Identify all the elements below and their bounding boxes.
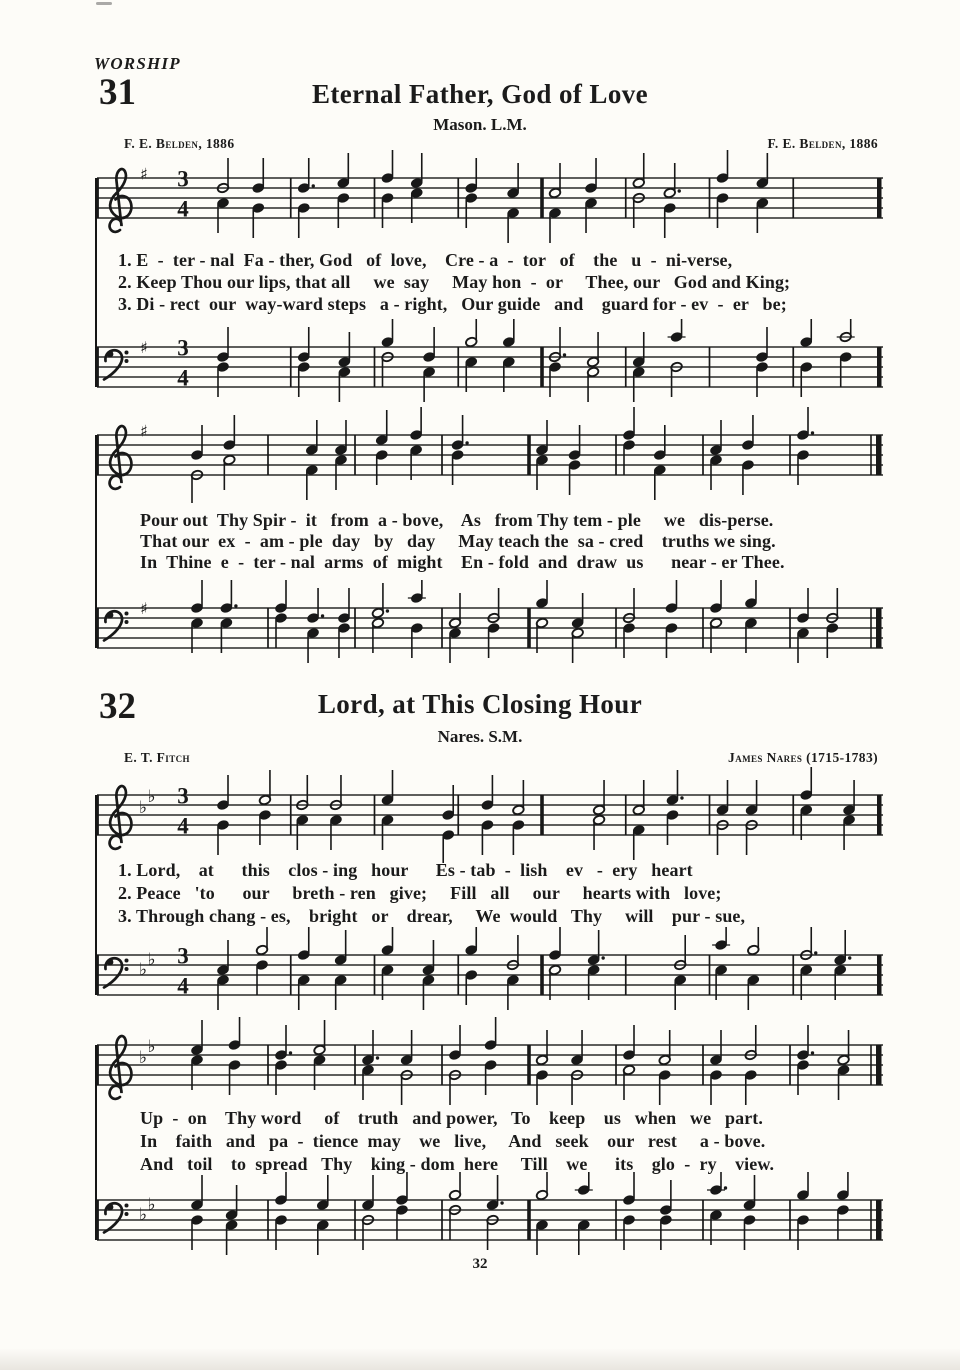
lyric-line: In faith and pa - tience may we live, And seek our rest a - bove. bbox=[140, 1131, 766, 1151]
svg-text:3: 3 bbox=[177, 783, 189, 809]
lyric-line: And toil to spread Thy king - dom here Till we its glo - ry view. bbox=[140, 1154, 775, 1174]
bass-clef-icon bbox=[104, 350, 129, 379]
composer-31: F. E. Belden, 1886 bbox=[767, 136, 878, 151]
bass-clef-icon bbox=[104, 1203, 129, 1232]
hymn-title-31: Eternal Father, God of Love bbox=[311, 79, 649, 109]
svg-text:♯: ♯ bbox=[140, 421, 148, 441]
tune-name-32: Nares. S.M. bbox=[437, 727, 523, 746]
staff-treble-32-2 bbox=[95, 1015, 885, 1115]
key-signature bbox=[139, 787, 156, 818]
staff-treble-31-2 bbox=[95, 405, 885, 505]
scan-edge-shadow bbox=[0, 1348, 960, 1370]
time-signature bbox=[177, 167, 189, 222]
svg-text:4: 4 bbox=[177, 973, 189, 999]
lyric-line: Pour out Thy Spir - it from a - bove, As from Thy tem - ple we dis-perse. bbox=[140, 510, 774, 530]
svg-text:♯: ♯ bbox=[140, 338, 148, 357]
author-32: E. T. Fitch bbox=[124, 750, 190, 765]
lyric-line: 3. Di - rect our way-ward steps a - right, Our guide and guard for - ev - er be; bbox=[118, 294, 787, 314]
svg-text:4: 4 bbox=[177, 196, 189, 222]
staff-treble-32-1 bbox=[95, 765, 885, 865]
composer-32: James Nares (1715-1783) bbox=[728, 750, 878, 765]
svg-text:3: 3 bbox=[177, 166, 189, 192]
svg-text:♯: ♯ bbox=[140, 164, 148, 184]
tune-name-31: Mason. L.M. bbox=[433, 115, 527, 134]
svg-text:♭: ♭ bbox=[139, 798, 148, 818]
key-signature bbox=[140, 422, 148, 441]
time-signature bbox=[177, 944, 189, 999]
svg-text:3: 3 bbox=[177, 943, 189, 969]
svg-text:♭: ♭ bbox=[147, 950, 156, 970]
svg-text:♭: ♭ bbox=[147, 1195, 156, 1215]
staff-bass-31-1 bbox=[95, 317, 885, 417]
lyric-line: 1. E - ter - nal Fa - ther, God of love, Cre - a - tor of the u - ni-verse, bbox=[118, 250, 733, 270]
staff-bass-32-1 bbox=[95, 925, 885, 1025]
key-signature bbox=[139, 1037, 156, 1068]
staff-treble-31-1 bbox=[95, 148, 885, 248]
bass-clef-icon bbox=[104, 611, 129, 640]
key-signature bbox=[140, 165, 148, 184]
author-31: F. E. Belden, 1886 bbox=[124, 136, 235, 151]
bass-clef-icon bbox=[104, 958, 129, 987]
svg-text:3: 3 bbox=[177, 335, 189, 361]
svg-text:♭: ♭ bbox=[147, 787, 156, 807]
svg-text:♭: ♭ bbox=[147, 1037, 156, 1057]
svg-text:♭: ♭ bbox=[139, 1048, 148, 1068]
lyric-line: In Thine e - ter - nal arms of might En - fold and draw us near - er Thee. bbox=[140, 552, 785, 572]
lyric-line: Up - on Thy word of truth and power, To keep us when we part. bbox=[140, 1108, 763, 1128]
svg-text:♯: ♯ bbox=[140, 599, 148, 618]
lyric-line: 2. Keep Thou our lips, that all we say May hon - or Thee, our God and King; bbox=[118, 272, 791, 292]
hymn-title-32: Lord, at This Closing Hour bbox=[317, 689, 643, 719]
staff-bass-31-2 bbox=[95, 578, 885, 678]
section-header: WORSHIP bbox=[94, 54, 181, 73]
time-signature bbox=[177, 784, 189, 839]
page-number: 32 bbox=[472, 1256, 488, 1272]
svg-text:♭: ♭ bbox=[139, 960, 148, 980]
lyric-line: 2. Peace 'to our breth - ren give; Fill all our hearts with love; bbox=[118, 883, 722, 903]
lyric-line: That our ex - am - ple day by day May teach the sa - cred truths we sing. bbox=[140, 531, 776, 551]
svg-text:♭: ♭ bbox=[139, 1205, 148, 1225]
lyric-line: 1. Lord, at this clos - ing hour Es - tab - lish ev - ery heart bbox=[118, 860, 693, 880]
key-signature bbox=[140, 338, 148, 357]
key-signature bbox=[140, 599, 148, 618]
lyric-line: 3. Through chang - es, bright or drear, We would Thy will pur - sue, bbox=[118, 906, 746, 926]
scan-artifact bbox=[96, 2, 112, 5]
staff-bass-32-2 bbox=[95, 1170, 885, 1270]
time-signature bbox=[177, 336, 189, 391]
svg-text:4: 4 bbox=[177, 365, 189, 391]
hymn-number-31: 31 bbox=[99, 72, 136, 113]
svg-text:4: 4 bbox=[177, 813, 189, 839]
hymn-number-32: 32 bbox=[99, 686, 136, 727]
